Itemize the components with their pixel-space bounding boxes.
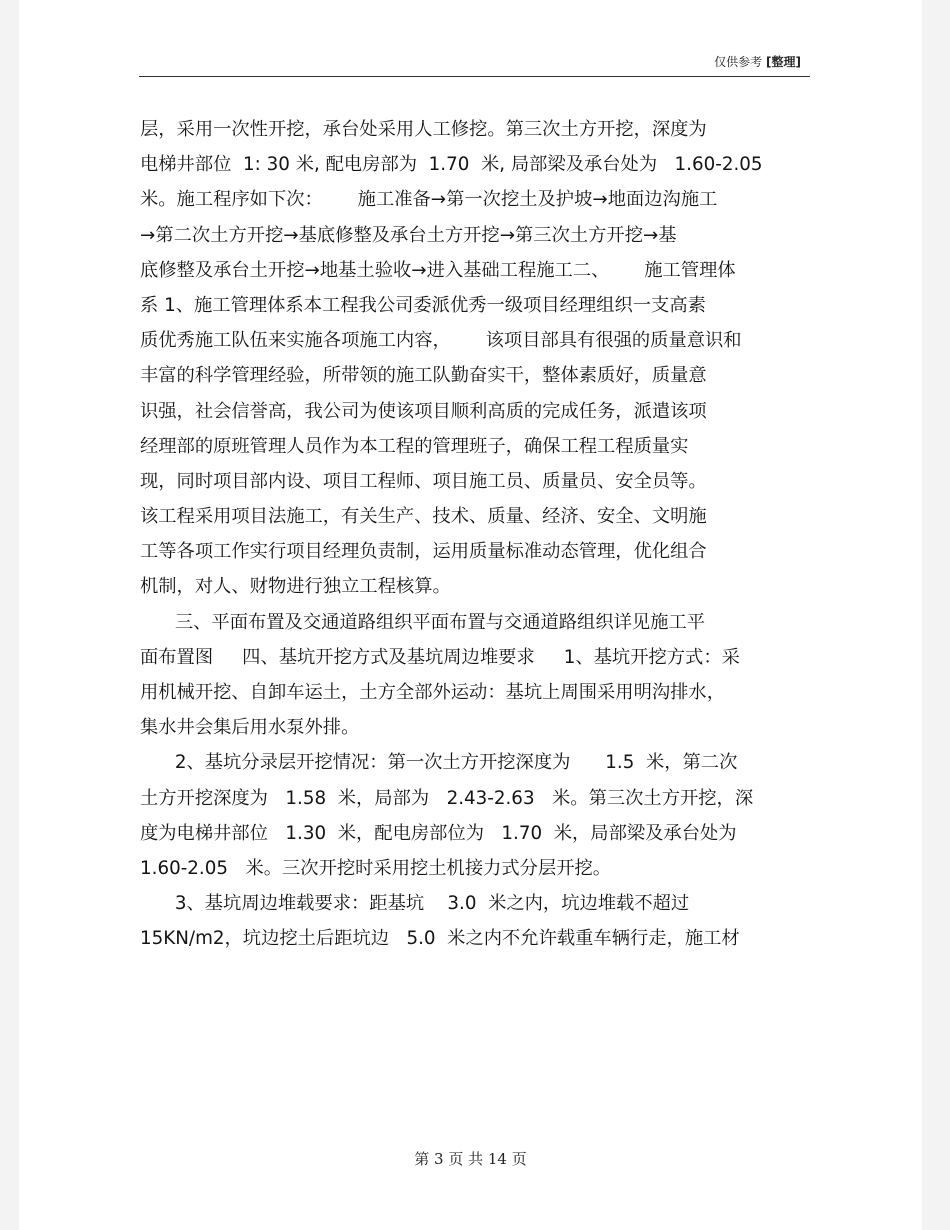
body-line: 底修整及承台土开挖→地基土验收→进入基础工程施工二、 施工管理体	[140, 259, 736, 281]
body-line: 层，采用一次性开挖，承台处采用人工修挖。第三次土方开挖，深度为	[140, 119, 707, 140]
body-line: 3、基坑周边堆载要求：距基坑 3.0 米之内，坑边堆载不超过	[140, 893, 690, 915]
body-line: 现，同时项目部内设、项目工程师、项目施工员、质量员、安全员等。	[140, 470, 707, 492]
body-line: 系 1、施工管理体系本工程我公司委派优秀一级项目经理组织一支高素	[140, 294, 706, 316]
body-line: 经理部的原班管理人员作为本工程的管理班子，确保工程工程质量实	[140, 435, 689, 457]
header-bracket-close: ]	[795, 55, 801, 69]
header-bracket-open: [	[766, 55, 772, 69]
body-line: 1.60-2.05 米。三次开挖时采用挖土机接力式分层开挖。	[140, 857, 612, 879]
document-page	[19, 0, 922, 1230]
page-footer: 第 3 页 共 14 页	[414, 1150, 527, 1168]
header-prefix: 仅供参考	[714, 55, 763, 69]
body-line: 丰富的科学管理经验，所带领的施工队勤奋实干，整体素质好，质量意	[140, 365, 707, 387]
body-line: 该工程采用项目法施工，有关生产、技术、质量、经济、安全、文明施	[140, 506, 707, 528]
page-header	[714, 53, 801, 70]
body-line: 土方开挖深度为 1.58 米，局部为 2.43-2.63 米。第三次土方开挖，深	[140, 787, 754, 809]
body-line: 三、平面布置及交通道路组织平面布置与交通道路组织详见施工平	[140, 611, 706, 633]
body-line: 米。施工程序如下次： 施工准备→第一次挖土及护坡→地面边沟施工	[140, 189, 718, 211]
body-line: 电梯井部位 1: 30 米, 配电房部为 1.70 米, 局部梁及承台处为 1.60-2.05	[140, 154, 763, 176]
header-divider	[139, 76, 810, 77]
body-line: 用机械开挖、自卸车运土，土方全部外运动：基坑上周围采用明沟排水，	[140, 682, 725, 703]
body-line: 面布置图 四、基坑开挖方式及基坑周边堆要求 1、基坑开挖方式：采	[140, 646, 740, 668]
body-line: 集水井会集后用水泵外排。	[140, 717, 360, 739]
body-line: 工等各项工作实行项目经理负责制，运用质量标准动态管理，优化组合	[140, 541, 707, 563]
body-line: 质优秀施工队伍来实施各项施工内容， 该项目部具有很强的质量意识和	[140, 330, 742, 352]
body-text	[140, 114, 808, 959]
body-line: 机制，对人、财物进行独立工程核算。	[140, 576, 451, 598]
body-line: 2、基坑分录层开挖情况：第一次土方开挖深度为 1.5 米，第二次	[140, 752, 738, 774]
body-line: 度为电梯井部位 1.30 米，配电房部位为 1.70 米，局部梁及承台处为	[140, 822, 737, 844]
body-line: →第二次土方开挖→基底修整及承台土方开挖→第三次土方开挖→基	[140, 224, 677, 246]
body-line: 识强，社会信誉高，我公司为使该项目顺利高质的完成任务，派遣该项	[140, 400, 707, 422]
body-line: 15KN/m2，坑边挖土后距坑边 5.0 米之内不允许载重车辆行走，施工材	[140, 928, 740, 950]
header-label: 整理	[771, 55, 796, 69]
